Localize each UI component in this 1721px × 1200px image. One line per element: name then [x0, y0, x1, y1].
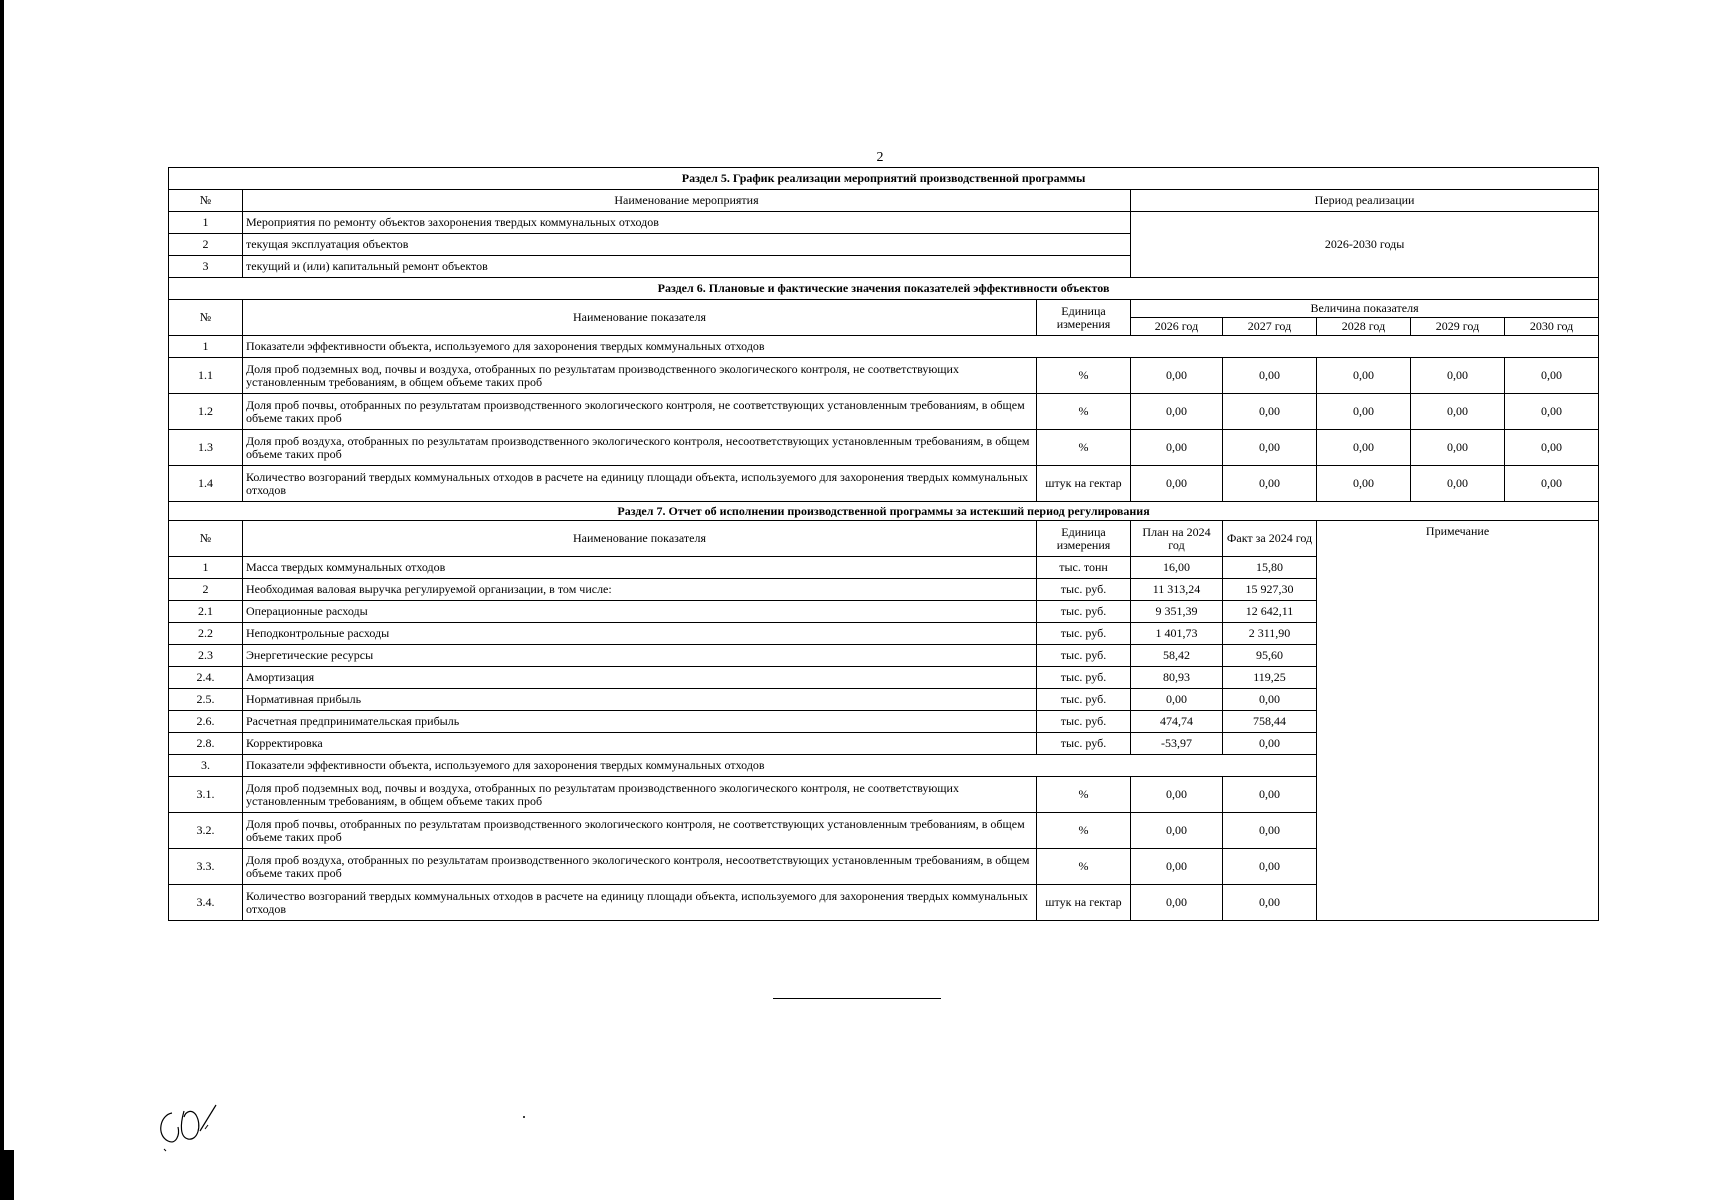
row-num: 3.	[169, 755, 243, 777]
row-name: Неподконтрольные расходы	[243, 623, 1037, 645]
row-fact: 0,00	[1223, 689, 1317, 711]
row-num: 1.2	[169, 394, 243, 430]
row-name: Операционные расходы	[243, 601, 1037, 623]
row-num: 2.5.	[169, 689, 243, 711]
row-value: 0,00	[1317, 358, 1411, 394]
row-plan: 0,00	[1131, 777, 1223, 813]
section7-col-fact: Факт за 2024 год	[1223, 521, 1317, 557]
row-name: Количество возгораний твердых коммунальных отходов в расчете на единицу площади объекта, используемого для захоронения твердых коммунальных отходов	[243, 466, 1037, 502]
table-row	[169, 430, 1599, 466]
row-fact: 0,00	[1223, 777, 1317, 813]
row-name: Масса твердых коммунальных отходов	[243, 557, 1037, 579]
row-name: текущий и (или) капитальный ремонт объектов	[243, 256, 1131, 278]
section5-col-num: №	[169, 190, 243, 212]
row-plan: 474,74	[1131, 711, 1223, 733]
row-num: 2.6.	[169, 711, 243, 733]
row-name: Показатели эффективности объекта, используемого для захоронения твердых коммунальных отходов	[243, 336, 1599, 358]
row-unit: %	[1037, 358, 1131, 394]
row-unit: штук на гектар	[1037, 466, 1131, 502]
row-value: 0,00	[1317, 466, 1411, 502]
row-fact: 0,00	[1223, 733, 1317, 755]
row-value: 0,00	[1223, 430, 1317, 466]
row-name: Доля проб подземных вод, почвы и воздуха, отобранных по результатам производственного экологического контроля, не соответствующих установленным требованиям, в общем объеме таких проб	[243, 358, 1037, 394]
row-name: Нормативная прибыль	[243, 689, 1037, 711]
row-name: Доля проб почвы, отобранных по результатам производственного экологического контроля, не соответствующих установленным требованиям, в общем объеме таких проб	[243, 813, 1037, 849]
row-fact: 95,60	[1223, 645, 1317, 667]
row-fact: 2 311,90	[1223, 623, 1317, 645]
section7-header	[169, 521, 1599, 557]
year-header: 2029 год	[1411, 318, 1505, 336]
row-unit: %	[1037, 430, 1131, 466]
scan-edge	[0, 0, 4, 1200]
row-plan: 16,00	[1131, 557, 1223, 579]
row-num: 2.8.	[169, 733, 243, 755]
row-value: 0,00	[1411, 466, 1505, 502]
row-num: 2	[169, 579, 243, 601]
row-unit: тыс. руб.	[1037, 733, 1131, 755]
row-unit: тыс. руб.	[1037, 645, 1131, 667]
row-num: 3.3.	[169, 849, 243, 885]
row-value: 0,00	[1317, 394, 1411, 430]
row-unit: %	[1037, 813, 1131, 849]
row-value: 0,00	[1411, 358, 1505, 394]
row-num: 2.1	[169, 601, 243, 623]
row-unit: тыс. тонн	[1037, 557, 1131, 579]
row-value: 0,00	[1131, 394, 1223, 430]
row-value: 0,00	[1505, 358, 1599, 394]
section7-col-note: Примечание	[1317, 521, 1599, 921]
row-unit: тыс. руб.	[1037, 601, 1131, 623]
year-header: 2028 год	[1317, 318, 1411, 336]
row-value: 0,00	[1131, 430, 1223, 466]
row-fact: 15 927,30	[1223, 579, 1317, 601]
row-num: 2.4.	[169, 667, 243, 689]
row-plan: 1 401,73	[1131, 623, 1223, 645]
row-plan: 58,42	[1131, 645, 1223, 667]
section6-col-name: Наименование показателя	[243, 300, 1037, 336]
section5-col-name: Наименование мероприятия	[243, 190, 1131, 212]
row-name: Количество возгораний твердых коммунальных отходов в расчете на единицу площади объекта, используемого для захоронения твердых коммунальных отходов	[243, 885, 1037, 921]
row-plan: 0,00	[1131, 885, 1223, 921]
row-fact: 119,25	[1223, 667, 1317, 689]
row-value: 0,00	[1411, 394, 1505, 430]
row-num: 3.4.	[169, 885, 243, 921]
row-num: 3.2.	[169, 813, 243, 849]
closing-rule	[773, 998, 941, 999]
row-fact: 0,00	[1223, 849, 1317, 885]
row-unit: %	[1037, 849, 1131, 885]
row-plan: 0,00	[1131, 813, 1223, 849]
page-number: 2	[876, 150, 884, 165]
year-header: 2030 год	[1505, 318, 1599, 336]
row-name: Доля проб подземных вод, почвы и воздуха, отобранных по результатам производственного экологического контроля, не соответствующих установленным требованиям, в общем объеме таких проб	[243, 777, 1037, 813]
table-row	[169, 212, 1599, 234]
row-fact: 0,00	[1223, 885, 1317, 921]
row-name: Расчетная предпринимательская прибыль	[243, 711, 1037, 733]
row-unit: штук на гектар	[1037, 885, 1131, 921]
row-name: Доля проб воздуха, отобранных по результатам производственного экологического контроля, несоответствующих установленным требованиям, в общем объеме таких проб	[243, 849, 1037, 885]
row-plan: 80,93	[1131, 667, 1223, 689]
row-plan: 11 313,24	[1131, 579, 1223, 601]
row-value: 0,00	[1223, 358, 1317, 394]
row-name: Мероприятия по ремонту объектов захоронения твердых коммунальных отходов	[243, 212, 1131, 234]
year-header: 2026 год	[1131, 318, 1223, 336]
row-value: 0,00	[1223, 394, 1317, 430]
row-num: 1	[169, 336, 243, 358]
row-name: Доля проб воздуха, отобранных по результатам производственного экологического контроля, несоответствующих установленным требованиям, в общем объеме таких проб	[243, 430, 1037, 466]
row-value: 0,00	[1505, 430, 1599, 466]
table-row	[169, 394, 1599, 430]
row-num: 1	[169, 557, 243, 579]
row-plan: 9 351,39	[1131, 601, 1223, 623]
section6-col-num: №	[169, 300, 243, 336]
section6-col-value: Величина показателя	[1131, 300, 1599, 318]
row-unit: тыс. руб.	[1037, 623, 1131, 645]
period-value: 2026-2030 годы	[1131, 212, 1599, 278]
row-unit: тыс. руб.	[1037, 579, 1131, 601]
row-value: 0,00	[1131, 466, 1223, 502]
section6-col-unit: Единица измерения	[1037, 300, 1131, 336]
row-plan: 0,00	[1131, 689, 1223, 711]
row-name: Энергетические ресурсы	[243, 645, 1037, 667]
row-num: 1.1	[169, 358, 243, 394]
row-unit: %	[1037, 394, 1131, 430]
row-value: 0,00	[1505, 466, 1599, 502]
group-row	[169, 336, 1599, 358]
row-name: текущая эксплуатация объектов	[243, 234, 1131, 256]
row-value: 0,00	[1317, 430, 1411, 466]
row-num: 2.3	[169, 645, 243, 667]
row-name: Необходимая валовая выручка регулируемой организации, в том числе:	[243, 579, 1037, 601]
section7-col-num: №	[169, 521, 243, 557]
scan-speck	[523, 1116, 525, 1118]
section6-header	[169, 300, 1599, 318]
section7-col-plan: План на 2024 год	[1131, 521, 1223, 557]
year-header: 2027 год	[1223, 318, 1317, 336]
document-table	[168, 167, 1599, 921]
row-num: 3.1.	[169, 777, 243, 813]
table-row	[169, 358, 1599, 394]
section7-col-unit: Единица измерения	[1037, 521, 1131, 557]
row-unit: тыс. руб.	[1037, 711, 1131, 733]
section5-title: Раздел 5. График реализации мероприятий производственной программы	[169, 168, 1599, 190]
section7-title: Раздел 7. Отчет об исполнении производственной программы за истекший период регулирования	[169, 502, 1599, 521]
row-num: 2.2	[169, 623, 243, 645]
row-value: 0,00	[1131, 358, 1223, 394]
row-plan: 0,00	[1131, 849, 1223, 885]
row-num: 1	[169, 212, 243, 234]
handwritten-signature	[150, 1085, 230, 1165]
scan-edge-mark	[0, 1150, 14, 1200]
row-fact: 758,44	[1223, 711, 1317, 733]
row-unit: тыс. руб.	[1037, 689, 1131, 711]
row-value: 0,00	[1505, 394, 1599, 430]
row-value: 0,00	[1223, 466, 1317, 502]
row-plan: -53,97	[1131, 733, 1223, 755]
row-fact: 0,00	[1223, 813, 1317, 849]
row-fact: 12 642,11	[1223, 601, 1317, 623]
row-num: 3	[169, 256, 243, 278]
row-num: 1.4	[169, 466, 243, 502]
row-unit: тыс. руб.	[1037, 667, 1131, 689]
section6-title: Раздел 6. Плановые и фактические значения показателей эффективности объектов	[169, 278, 1599, 300]
table-row	[169, 466, 1599, 502]
row-value: 0,00	[1411, 430, 1505, 466]
row-fact: 15,80	[1223, 557, 1317, 579]
row-unit: %	[1037, 777, 1131, 813]
row-num: 2	[169, 234, 243, 256]
section5-header	[169, 190, 1599, 212]
section5-col-period: Период реализации	[1131, 190, 1599, 212]
row-name: Показатели эффективности объекта, используемого для захоронения твердых коммунальных отходов	[243, 755, 1317, 777]
row-name: Амортизация	[243, 667, 1037, 689]
row-name: Корректировка	[243, 733, 1037, 755]
section7-col-name: Наименование показателя	[243, 521, 1037, 557]
row-name: Доля проб почвы, отобранных по результатам производственного экологического контроля, не соответствующих установленным требованиям, в общем объеме таких проб	[243, 394, 1037, 430]
row-num: 1.3	[169, 430, 243, 466]
